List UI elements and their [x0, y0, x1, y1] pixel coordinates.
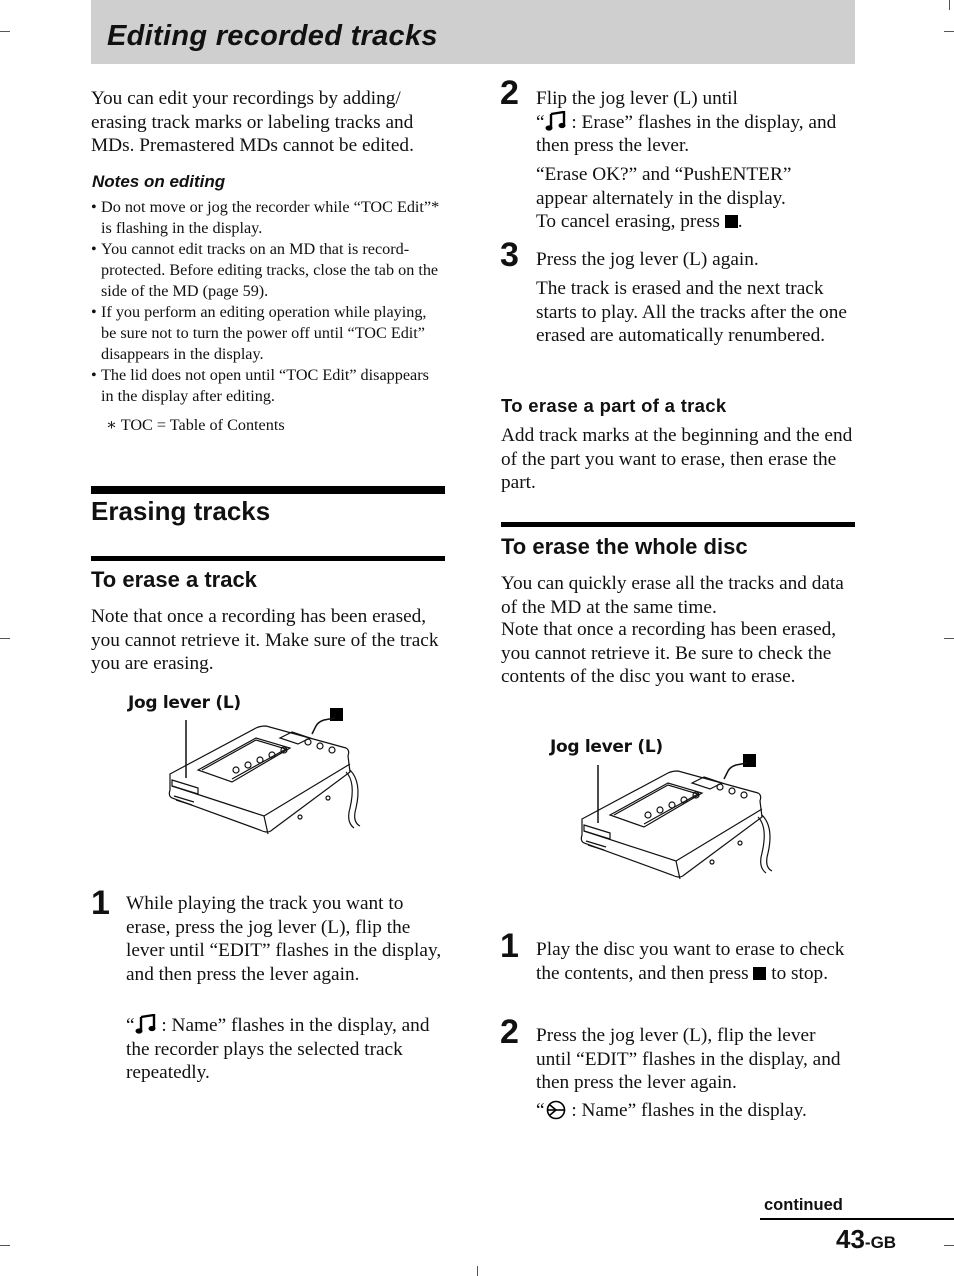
header-banner	[91, 0, 855, 64]
crop-mark	[944, 638, 954, 639]
step-text: While playing the track you want to erase, press the jog lever (L), flip the lever until “EDIT” flashes in the display, and then press the lever again.	[126, 893, 442, 985]
md-recorder-illustration	[160, 712, 370, 852]
erase-track-intro: Note that once a recording has been erased, you cannot retrieve it. Make sure of the track you are erasing.	[91, 606, 439, 674]
crop-mark	[949, 0, 950, 10]
erase-disc-text: Note that once a recording has been erased, you cannot retrieve it. Be sure to check the contents of the disc you want to erase.	[501, 619, 837, 687]
crop-mark	[0, 31, 10, 32]
note-item: • You cannot edit tracks on an MD that is record-protected. Before editing tracks, close the tab on the side of the MD (page 59).	[91, 239, 443, 302]
subsection-rule	[91, 556, 445, 561]
music-note-icon	[545, 111, 567, 131]
note-item: • If you perform an editing operation while playing, be sure not to turn the power off until “TOC Edit” disappears in the display.	[91, 302, 443, 365]
note-item: • Do not move or jog the recorder while “TOC Edit”* is flashing in the display.	[91, 197, 443, 239]
step-subtext: “ : Name” flashes in the display, and the recorder plays the selected track repeatedly.	[126, 1015, 430, 1083]
section-rule	[91, 486, 445, 494]
crop-mark	[944, 1245, 954, 1246]
erase-part-text: Add track marks at the beginning and the end of the part you want to erase, then erase the part.	[501, 425, 853, 493]
jog-lever-label: Jog lever (L)	[550, 737, 663, 757]
notes-heading: Notes on editing	[92, 172, 226, 191]
page-number: 43-GB	[836, 1224, 897, 1254]
intro-text: You can edit your recordings by adding/ erasing track marks or labeling tracks and MDs. Premastered MDs cannot be edited.	[91, 88, 414, 156]
step-number: 2	[500, 1013, 519, 1051]
step-text: Press the jog lever (L) again.	[536, 249, 759, 270]
step-text: Play the disc you want to erase to check the contents, and then press to stop.	[536, 939, 845, 984]
subsection-rule	[501, 522, 855, 527]
music-note-icon	[135, 1014, 157, 1034]
step-subtext: “Erase OK?” and “PushENTER” appear alternately in the display.	[536, 164, 792, 209]
crop-mark	[477, 1266, 478, 1276]
step-text: Press the jog lever (L), flip the lever until “EDIT” flashes in the display, and then press the lever again.	[536, 1025, 841, 1093]
crop-mark	[944, 31, 954, 32]
crop-mark	[0, 638, 10, 639]
stop-icon	[725, 215, 738, 228]
subsection-heading: To erase a track	[91, 567, 257, 592]
crop-mark	[0, 1245, 10, 1246]
jog-lever-label: Jog lever (L)	[128, 693, 241, 713]
section-heading: Erasing tracks	[91, 496, 271, 526]
continued-label: continued	[764, 1196, 843, 1214]
footer-rule	[760, 1218, 954, 1220]
step-number: 3	[500, 236, 519, 274]
note-item: • The lid does not open until “TOC Edit” disappears in the display after editing.	[91, 365, 443, 407]
subheading: To erase a part of a track	[501, 395, 727, 416]
step-number: 1	[500, 927, 519, 965]
step-subtext: The track is erased and the next track starts to play. All the tracks after the one erased are automatically renumbered.	[536, 278, 847, 346]
step-subtext: To cancel erasing, press .	[536, 211, 743, 232]
notes-list	[91, 197, 443, 407]
md-recorder-illustration	[572, 757, 782, 897]
disc-icon	[545, 1100, 567, 1120]
step-text: Flip the jog lever (L) until “ : Erase” flashes in the display, and then press the lever.	[536, 88, 837, 156]
page-title: Editing recorded tracks	[107, 20, 438, 52]
step-number: 2	[500, 74, 519, 112]
stop-icon	[753, 967, 766, 980]
subsection-heading: To erase the whole disc	[501, 534, 748, 559]
step-number: 1	[91, 884, 110, 922]
footnote: ∗ TOC = Table of Contents	[106, 416, 285, 434]
step-subtext: “ : Name” flashes in the display.	[536, 1100, 807, 1121]
erase-disc-text: You can quickly erase all the tracks and data of the MD at the same time.	[501, 573, 844, 618]
